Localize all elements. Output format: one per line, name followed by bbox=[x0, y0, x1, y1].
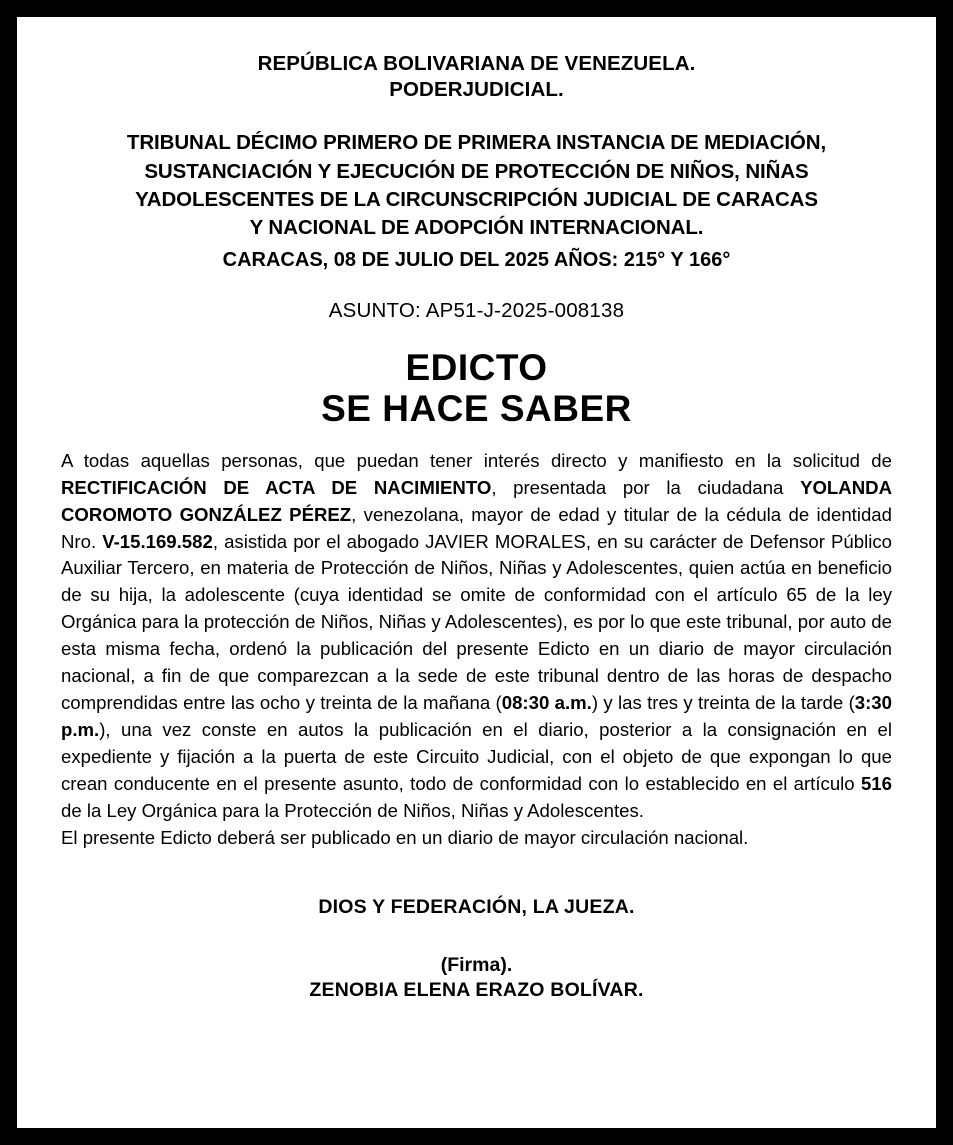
court-heading-line-4: Y NACIONAL DE ADOPCIÓN INTERNACIONAL. bbox=[249, 215, 704, 239]
judge-name: ZENOBIA ELENA ERAZO BOLÍVAR. bbox=[309, 978, 644, 1001]
case-number: ASUNTO: AP51-J-2025-008138 bbox=[328, 298, 625, 322]
branch-heading: PODERJUDICIAL. bbox=[389, 78, 564, 102]
place-and-date: CARACAS, 08 DE JULIO DEL 2025 AÑOS: 215° Y 166° bbox=[222, 248, 731, 271]
body-text bbox=[61, 448, 892, 852]
edict-inner-frame bbox=[10, 10, 943, 1135]
court-heading-line-1: TRIBUNAL DÉCIMO PRIMERO DE PRIMERA INSTANCIA DE MEDIACIÓN, bbox=[126, 131, 827, 155]
signature-block bbox=[61, 896, 892, 1002]
document-title: EDICTO bbox=[405, 346, 548, 388]
motto-line: DIOS Y FEDERACIÓN, LA JUEZA. bbox=[318, 895, 635, 918]
court-heading-line-3: YADOLESCENTES DE LA CIRCUNSCRIPCIÓN JUDICIAL DE CARACAS bbox=[135, 187, 818, 211]
court-heading bbox=[61, 129, 892, 241]
signature-label: (Firma). bbox=[440, 953, 513, 976]
body-paragraph-1: A todas aquellas personas, que puedan tener interés directo y manifiesto en la solicitud de RECTIFICACIÓN DE ACTA DE NACIMIENTO, presentada por la ciudadana YOLANDA COROMOTO GONZÁLEZ PÉREZ, venezolana, mayor de edad y titular de la cédula de identidad Nro. V-15.169.582, asistida por el abogado JAVIER MORALES, en su carácter de Defensor Público Auxiliar Tercero, en materia de Protección de Niños, Niñas y Adolescentes, quien actúa en beneficio de su hija, la adolescente (cuya identidad se omite de conformidad con el artículo 65 de la ley Orgánica para la protección de Niños, Niñas y Adolescentes), es por lo que este tribunal, por auto de esta misma fecha, ordenó la publicación del presente Edicto en un diario de mayor circulación nacional, a fin de que comparezcan a la sede de este tribunal dentro de las horas de despacho comprendidas entre las ocho y treinta de la mañana (08:30 a.m.) y las tres y treinta de la tarde (3:30 p.m.), una vez conste en autos la publicación en el diario, posterior a la consignación en el expediente y fijación a la puerta de este Circuito Judicial, con el objeto de que expongan lo que crean conducente en el presente asunto, todo de conformidad con lo establecido en el artículo 516 de la Ley Orgánica para la Protección de Niños, Niñas y Adolescentes. bbox=[61, 449, 893, 822]
republic-heading: REPÚBLICA BOLIVARIANA DE VENEZUELA. bbox=[257, 52, 696, 75]
document-subtitle: SE HACE SABER bbox=[321, 388, 632, 430]
court-heading-line-2: SUSTANCIACIÓN Y EJECUCIÓN DE PROTECCIÓN DE NIÑOS, NIÑAS bbox=[144, 159, 809, 183]
edict-page bbox=[17, 17, 936, 1128]
body-paragraph-2: El presente Edicto deberá ser publicado en un diario de mayor circulación nacional. bbox=[61, 827, 749, 848]
